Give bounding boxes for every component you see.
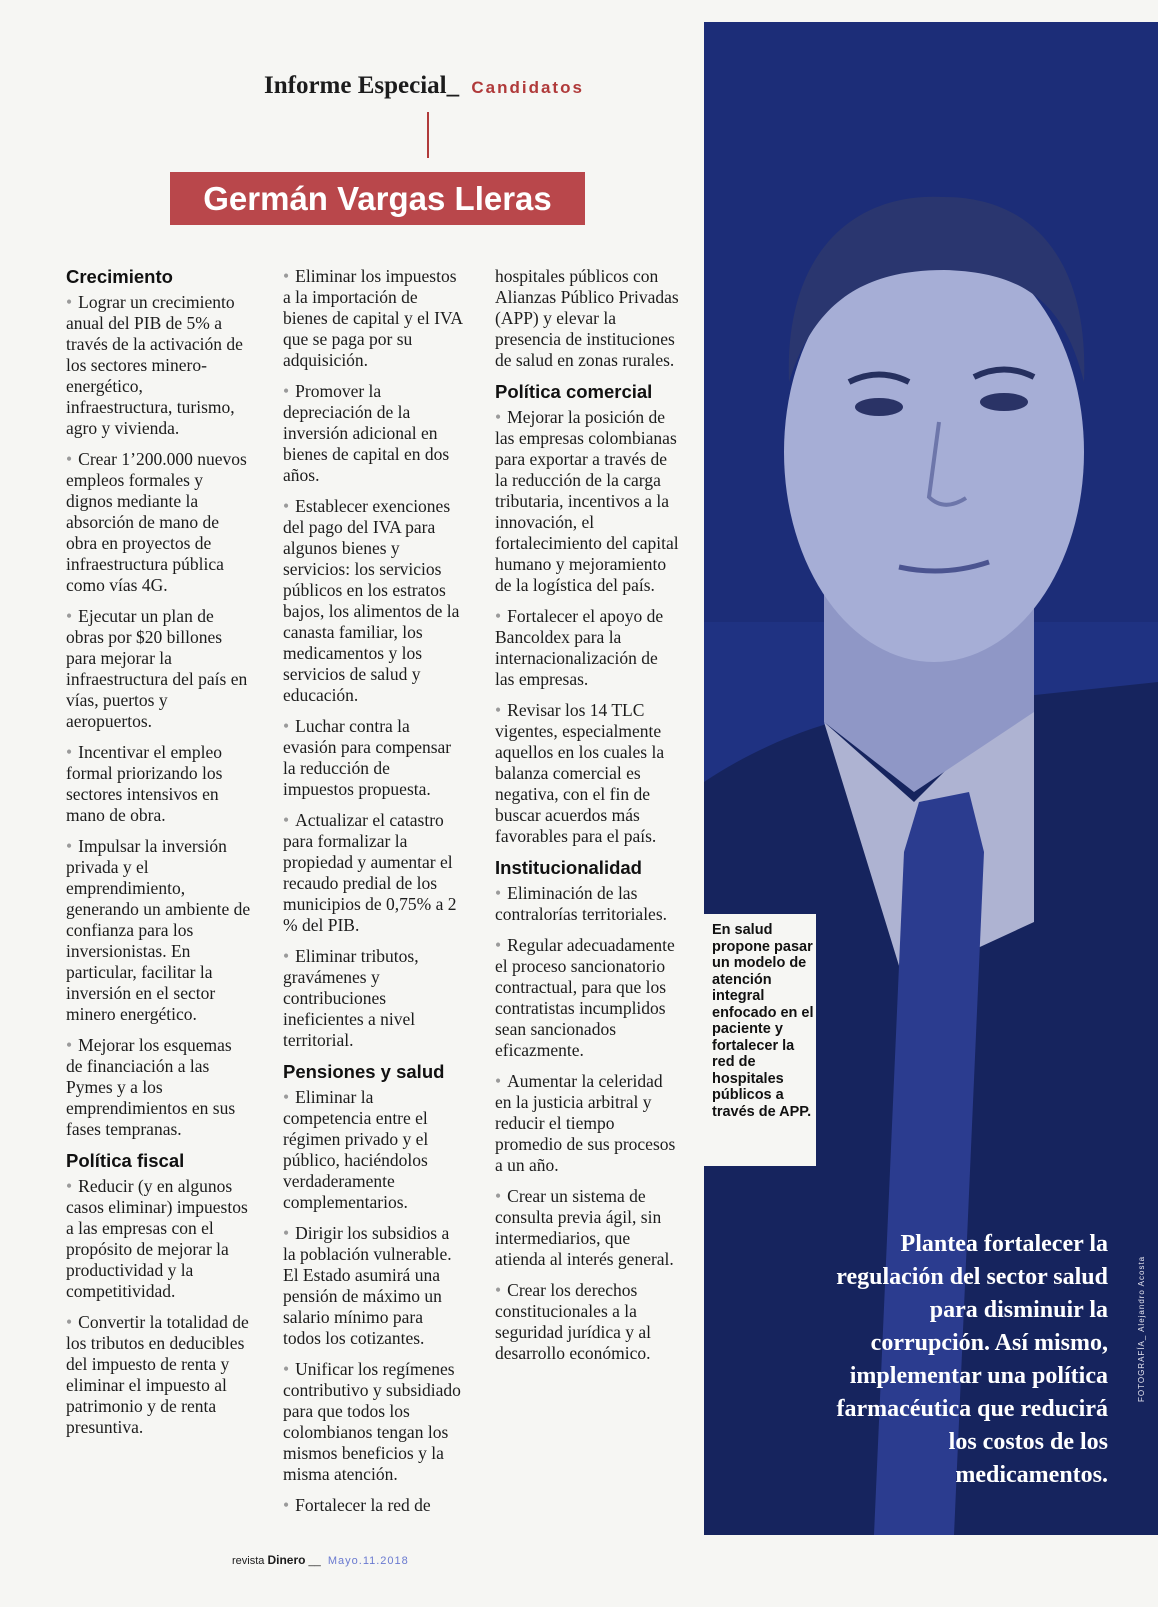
candidate-name-banner: [170, 172, 585, 225]
header-divider: [427, 112, 429, 158]
footer-date: Mayo.11.2018: [327, 1555, 409, 1567]
bullet-item: • Crear un sistema de consulta previa ágil, sin intermediarios, que atienda al interés general.: [495, 1186, 680, 1270]
bullet-item: • Incentivar el empleo formal priorizando los sectores intensivos en mano de obra.: [66, 742, 251, 826]
photo-credit: FOTOGRAFÍA_ Alejandro Acosta: [1137, 1255, 1146, 1402]
bullet-item: • Regular adecuadamente el proceso sancionatorio contractual, para que los contratistas incumplidos sean sancionados eficazmente.: [495, 935, 680, 1061]
footer-separator: __: [308, 1555, 321, 1567]
bullet-item: • Revisar los 14 TLC vigentes, especialmente aquellos en los cuales la balanza comercial es negativa, con el fin de buscar acuerdos más favorables para el país.: [495, 700, 680, 847]
pull-quote: Plantea fortalecer la regulación del sector salud para disminuir la corrupción. Así mismo, implementar una política farmacéutica que reducirá los costos de los medicamentos.: [836, 1231, 1108, 1488]
section-subtitle: Candidatos: [471, 78, 584, 97]
bullet-item: • Fortalecer el apoyo de Bancoldex para la internacionalización de las empresas.: [495, 606, 680, 690]
bullet-item: • Convertir la totalidad de los tributos en deducibles del impuesto de renta y eliminar el impuesto al patrimonio y de renta presuntiva.: [66, 1312, 251, 1438]
bullet-item: • Mejorar los esquemas de financiación a las Pymes y a los emprendimientos en sus fases tempranas.: [66, 1035, 251, 1140]
bullet-item: • Eliminación de las contralorías territoriales.: [495, 883, 680, 925]
bullet-item: • Unificar los regímenes contributivo y subsidiado para que todos los colombianos tengan los mismos beneficios y la misma atención.: [283, 1359, 463, 1485]
bullet-item: • Impulsar la inversión privada y el emprendimiento, generando un ambiente de confianza para los inversionistas. En particular, facilitar la inversión en el sector minero energético.: [66, 836, 251, 1025]
continued-text: hospitales públicos con Alianzas Público Privadas (APP) y elevar la presencia de instituciones de salud en zonas rurales.: [495, 266, 679, 370]
section-heading: Institucionalidad: [495, 857, 642, 878]
bullet-item: • Mejorar la posición de las empresas colombianas para exportar a través de la reducción de la carga tributaria, incentivos a la innovación, el fortalecimiento del capital humano y mejoramiento de la logística del país.: [495, 407, 680, 596]
page-footer: [232, 1553, 409, 1567]
section-header: [264, 72, 584, 100]
section-heading: Política fiscal: [66, 1150, 185, 1171]
section-title: Informe Especial_: [264, 72, 460, 99]
callout-box: [704, 914, 816, 1166]
callout-text: En salud propone pasar un modelo de atención integral enfocado en el paciente y fortalecer la red de hospitales públicos a través de APP.: [712, 922, 814, 1120]
bullet-item: • Eliminar la competencia entre el régimen privado y el público, haciéndolos verdaderamente complementarios.: [283, 1087, 463, 1213]
section-heading: Pensiones y salud: [283, 1061, 445, 1082]
column-3: [495, 266, 680, 1374]
bullet-item: • Dirigir los subsidios a la población vulnerable. El Estado asumirá una pensión de máximo un salario mínimo para todos los cotizantes.: [283, 1223, 463, 1349]
bullet-item: • Actualizar el catastro para formalizar la propiedad y aumentar el recaudo predial de los municipios de 0,75% a 2 % del PIB.: [283, 810, 463, 936]
candidate-name: Germán Vargas Lleras: [203, 179, 552, 217]
bullet-item: • Eliminar los impuestos a la importación de bienes de capital y el IVA que se paga por su adquisición.: [283, 266, 463, 371]
bullet-item: • Lograr un crecimiento anual del PIB de 5% a través de la activación de los sectores minero-energético, infraestructura, turismo, agro y vivienda.: [66, 292, 251, 439]
bullet-item: • Luchar contra la evasión para compensar la reducción de impuestos propuesta.: [283, 716, 463, 800]
bullet-item: • Promover la depreciación de la inversión adicional en bienes de capital en dos años.: [283, 381, 463, 486]
bullet-item: • Establecer exenciones del pago del IVA para algunos bienes y servicios: los servicios públicos en los estratos bajos, los alimentos de la canasta familiar, los medicamentos y los servicios de salud y educación.: [283, 496, 463, 706]
footer-magazine: Dinero: [267, 1553, 306, 1567]
column-2: [283, 266, 463, 1526]
column-1: [66, 266, 251, 1448]
section-heading: Política comercial: [495, 381, 653, 402]
bullet-item: • Crear 1’200.000 nuevos empleos formales y dignos mediante la absorción de mano de obra en proyectos de infraestructura pública como vías 4G.: [66, 449, 251, 596]
bullet-item: • Reducir (y en algunos casos eliminar) impuestos a las empresas con el propósito de mejorar la productividad y la competitividad.: [66, 1176, 251, 1302]
bullet-item: • Eliminar tributos, gravámenes y contribuciones ineficientes a nivel territorial.: [283, 946, 463, 1051]
bullet-item: • Aumentar la celeridad en la justicia arbitral y reducir el tiempo promedio de sus procesos a un año.: [495, 1071, 680, 1176]
section-heading: Crecimiento: [66, 266, 173, 287]
bullet-item: • Crear los derechos constitucionales a la seguridad jurídica y al desarrollo económico.: [495, 1280, 680, 1364]
bullet-item: • Fortalecer la red de: [283, 1495, 463, 1516]
bullet-item: • Ejecutar un plan de obras por $20 billones para mejorar la infraestructura del país en vías, puertos y aeropuertos.: [66, 606, 251, 732]
footer-prefix: revista: [232, 1555, 265, 1567]
